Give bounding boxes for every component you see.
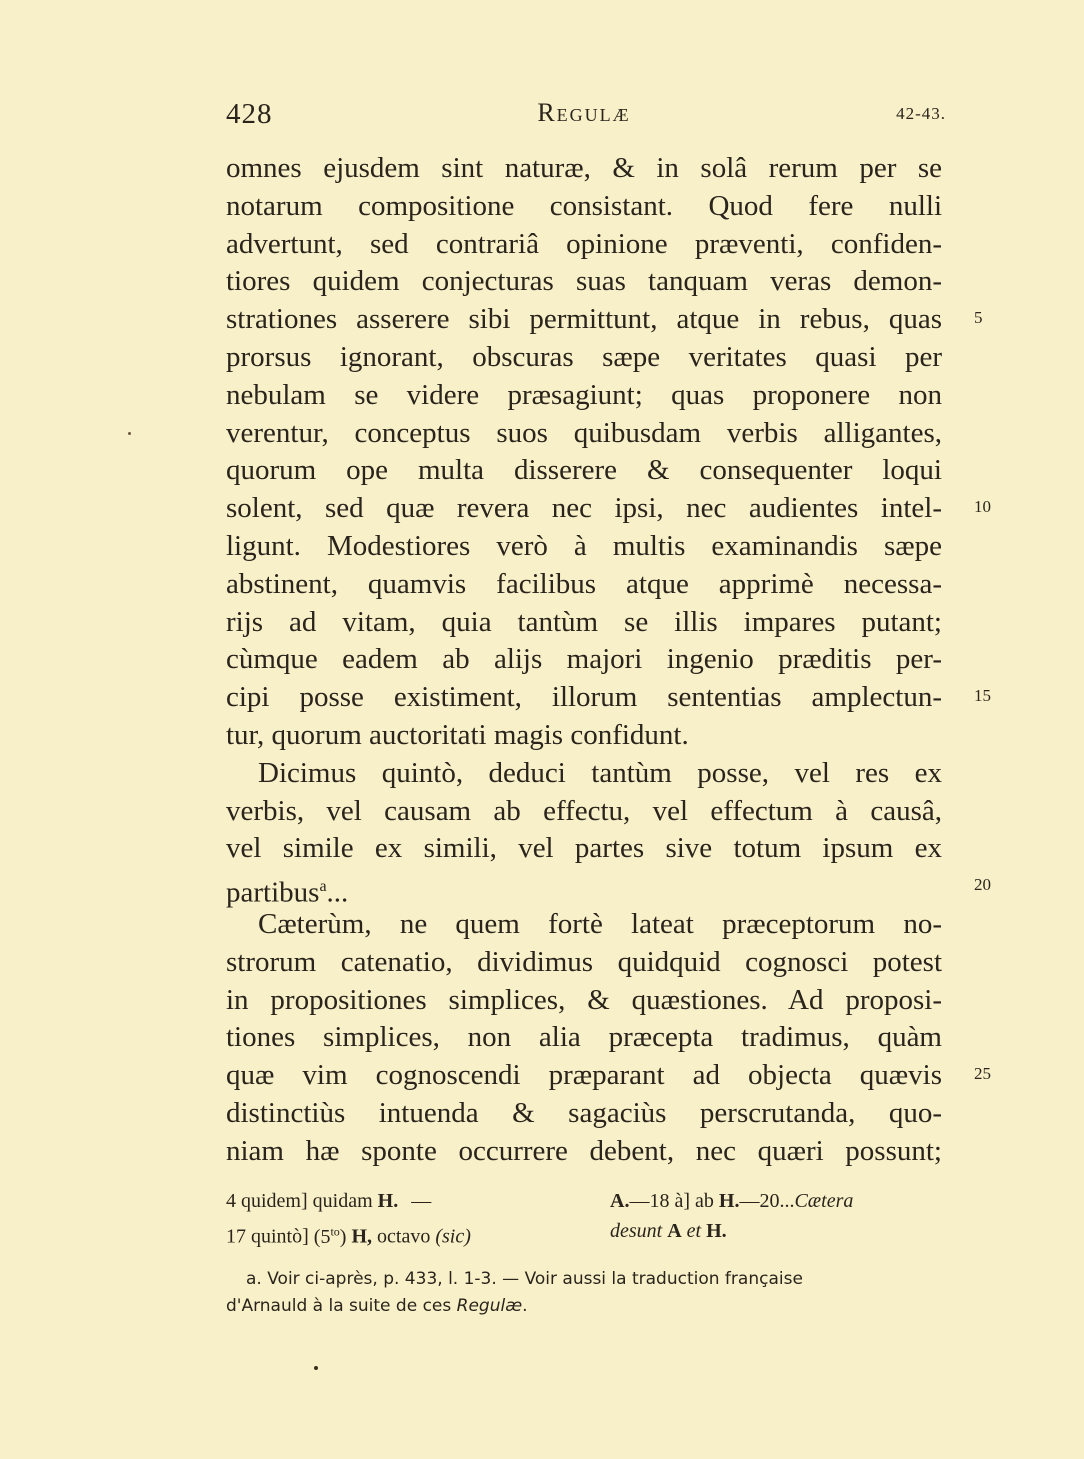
- text-line: in propositiones simplices, & quæstiones. Ad proposi-: [226, 983, 942, 1016]
- apparatus-entry: [226, 1216, 610, 1246]
- apparatus-lemma: quidem]: [241, 1190, 308, 1212]
- apparatus-variant: ab: [695, 1190, 714, 1212]
- text-line: verentur, conceptus suos quibusdam verbis alligantes,: [226, 416, 942, 449]
- apparatus-dash: —: [629, 1190, 650, 1212]
- apparatus-variant: Cætera: [794, 1190, 854, 1212]
- text-line: notarum compositione consistant. Quod fere nulli: [226, 189, 942, 222]
- footnote-line: [226, 1293, 946, 1320]
- apparatus-siglum: H.: [718, 1190, 740, 1212]
- footnote-text: Voir ci-après, p. 433, l. 1-3. — Voir aussi la traduction française: [267, 1269, 803, 1289]
- text-line: solent, sed quæ revera nec ipsi, nec audientes intel-: [226, 492, 942, 525]
- text-fragment: partibus: [226, 876, 320, 909]
- text-line: prorsus ignorant, obscuras sæpe veritates quasi per: [226, 340, 942, 373]
- text-line: omnes ejusdem sint naturæ, & in solâ rerum per se: [226, 152, 942, 184]
- apparatus-siglum: H.: [706, 1220, 727, 1242]
- text-line: rijs ad vitam, quia tantùm se illis impares putant;: [226, 605, 942, 638]
- main-text: [226, 150, 942, 1171]
- apparatus-dots: ...: [779, 1190, 795, 1212]
- apparatus-dash: —: [411, 1190, 432, 1212]
- apparatus-lemma: à]: [674, 1190, 690, 1212]
- text-line: tur, quorum auctoritati magis confidunt.: [226, 718, 689, 751]
- apparatus-variant: desunt: [610, 1220, 663, 1242]
- text-line: nebulam se videre præsagiunt; quas proponere non: [226, 378, 942, 411]
- text-line: niam hæ sponte occurrere debent, nec quæri possunt;: [226, 1134, 942, 1167]
- ellipsis: ...: [326, 876, 349, 909]
- apparatus-line-ref: 18: [649, 1190, 670, 1212]
- text-line: strationes asserere sibi permittunt, atque in rebus, quas: [226, 303, 942, 336]
- footnote-text: d'Arnauld à la suite de ces: [226, 1296, 452, 1316]
- apparatus-variant: octavo: [377, 1225, 431, 1248]
- line-number: 25: [974, 1064, 991, 1083]
- footnote-reference: a: [319, 878, 327, 896]
- apparatus-dash: —: [739, 1190, 760, 1212]
- line-number: 5: [974, 308, 983, 327]
- folio-reference: 42-43.: [896, 104, 946, 123]
- apparatus-row: [226, 1186, 942, 1216]
- apparatus-row: [226, 1216, 942, 1246]
- paper-speck: [128, 432, 131, 435]
- text-line: Dicimus quintò, deduci tantùm posse, vel res ex: [258, 756, 942, 789]
- line-number: 15: [974, 686, 991, 705]
- text-line: abstinent, quamvis facilibus atque apprimè necessa-: [226, 567, 942, 600]
- text-line: ligunt. Modestiores verò à multis examinandis sæpe: [226, 529, 942, 562]
- footnote-text: .: [522, 1296, 528, 1316]
- apparatus-entry: [226, 1186, 610, 1216]
- apparatus-siglum: H.: [377, 1190, 399, 1212]
- footnote-title: Regulæ: [456, 1296, 523, 1316]
- text-line: verbis, vel causam ab effectu, vel effectum à causâ,: [226, 794, 942, 827]
- text-line: strorum catenatio, dividimus quidquid cognosci potest: [226, 945, 942, 978]
- apparatus-entry: [610, 1186, 853, 1216]
- text-line: tiones simplices, non alia præcepta tradimus, quàm: [226, 1021, 942, 1054]
- apparatus-line-ref: 17: [226, 1225, 246, 1248]
- apparatus-lemma: quintò]: [251, 1225, 309, 1248]
- footnote-line: [226, 1266, 946, 1293]
- text-line: quæ vim cognoscendi præparant ad objecta quævis: [226, 1059, 942, 1092]
- text-line: quorum ope multa disserere & consequenter loqui: [226, 454, 942, 487]
- apparatus-sic: (sic): [435, 1225, 471, 1248]
- apparatus-conjunction: et: [686, 1220, 702, 1242]
- text-line-with-note: [226, 868, 942, 909]
- apparatus-entry: [610, 1216, 727, 1246]
- text-line: cipi posse existiment, illorum sententias amplectun-: [226, 681, 942, 714]
- text-line: distinctiùs intuenda & sagaciùs perscrutanda, quo-: [226, 1096, 942, 1129]
- paper-speck: [314, 1366, 318, 1370]
- critical-apparatus: [226, 1186, 942, 1246]
- footnote: [226, 1266, 946, 1320]
- text-line: advertunt, sed contrariâ opinione præventi, confiden-: [226, 227, 942, 260]
- apparatus-variant: quidam: [312, 1190, 373, 1212]
- running-title: Regulæ: [537, 98, 631, 127]
- apparatus-line-ref: 20: [759, 1190, 780, 1212]
- apparatus-variant: $(5^{to})$: [313, 1224, 347, 1248]
- text-line: vel simile ex simili, vel partes sive totum ipsum ex: [226, 832, 942, 865]
- text-line: Cæterùm, ne quem fortè lateat præceptorum no-: [258, 907, 942, 940]
- footnote-marker: a.: [246, 1269, 262, 1289]
- text-line: cùmque eadem ab alijs majori ingenio præditis per-: [226, 643, 942, 676]
- line-number: 10: [974, 497, 991, 516]
- apparatus-line-ref: 4: [226, 1190, 236, 1212]
- apparatus-siglum: H,: [351, 1225, 373, 1248]
- page-header: [226, 98, 946, 142]
- text-line: tiores quidem conjecturas suas tanquam veras demon-: [226, 265, 942, 298]
- line-number: 20: [974, 875, 991, 894]
- apparatus-siglum: A.: [610, 1190, 630, 1212]
- page-number: 428: [226, 98, 273, 130]
- apparatus-siglum: A: [667, 1220, 682, 1242]
